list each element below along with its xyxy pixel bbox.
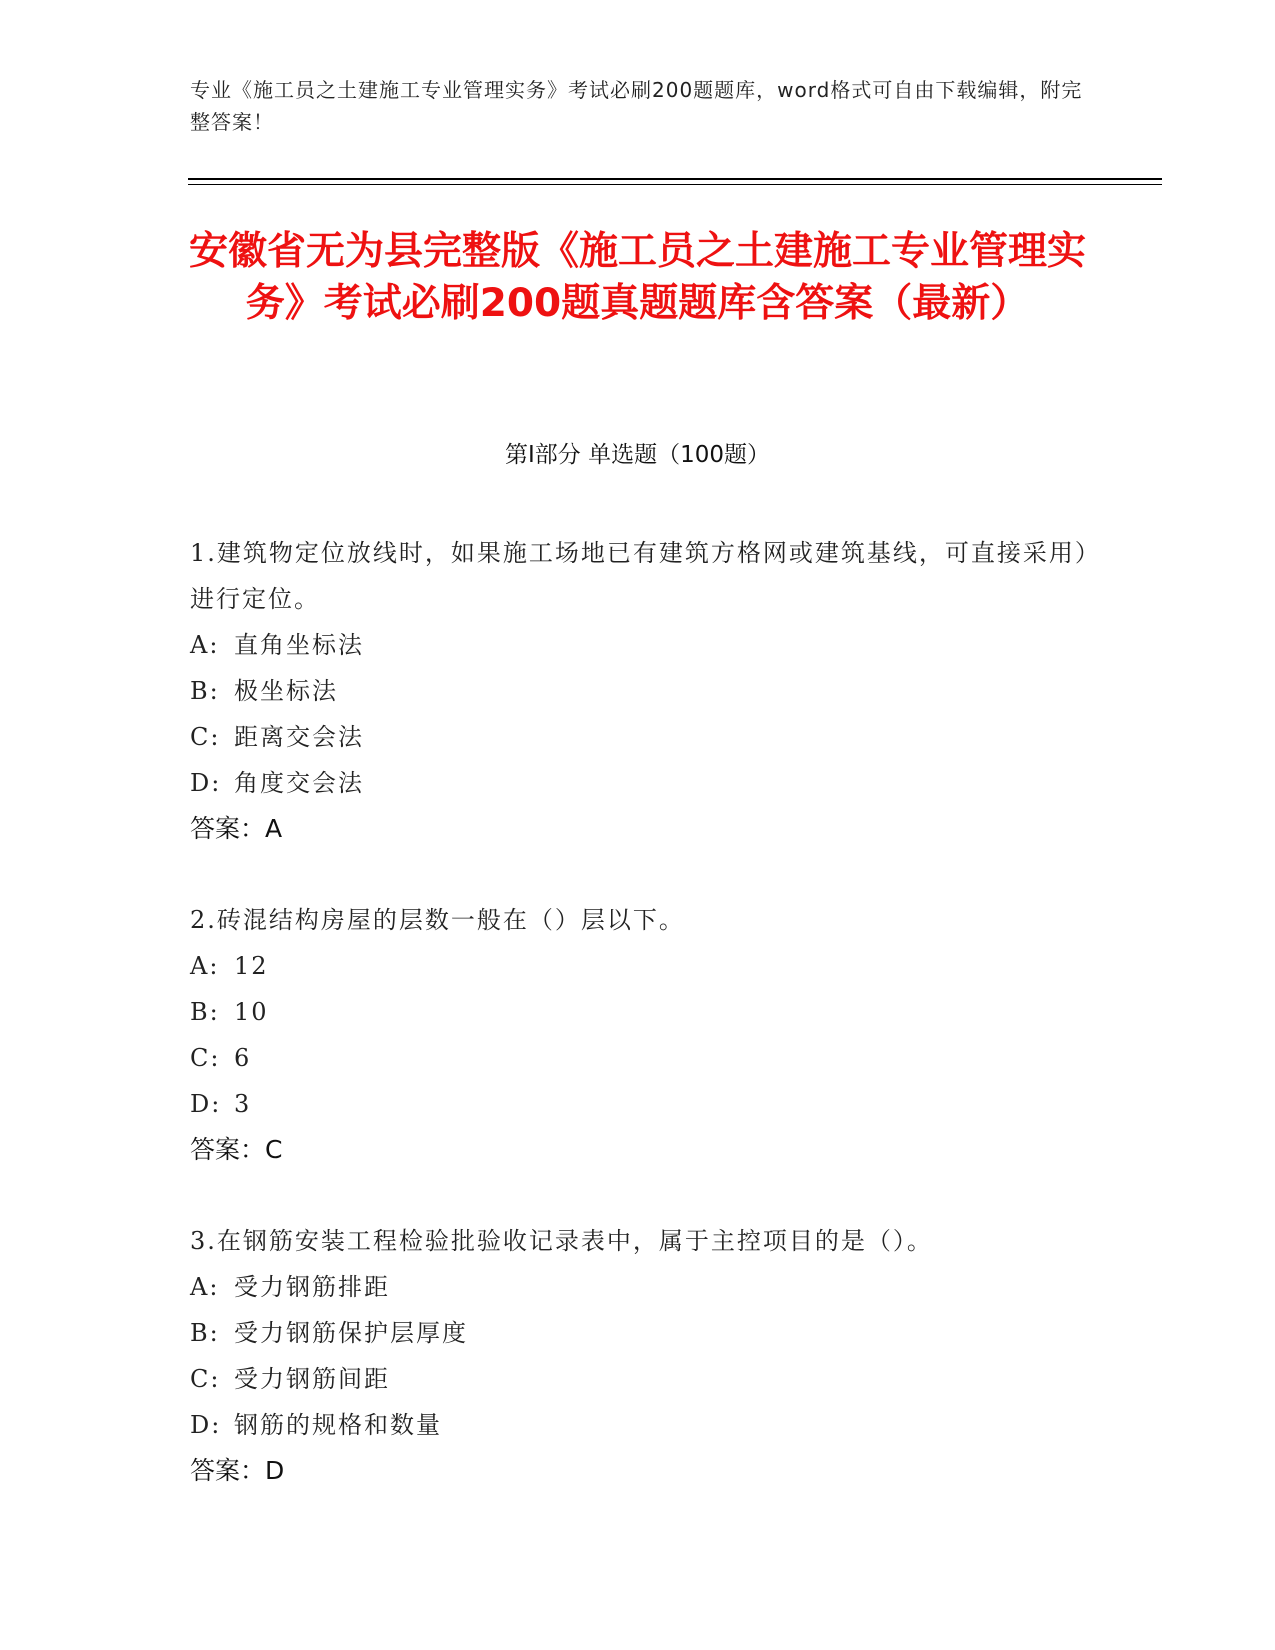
option-d (190, 760, 1090, 806)
document-title: 安徽省无为县完整版《施工员之土建施工专业管理实务》考试必刷200题真题题库含答案（最新） (188, 229, 1086, 326)
option-letter: B: (190, 1319, 220, 1347)
option-a (190, 622, 1090, 668)
question-text: 3.在钢筋安装工程检验批验收记录表中，属于主控项目的是（）。 (190, 1227, 933, 1255)
option-text: 极坐标法 (234, 677, 338, 705)
option-letter: C: (190, 723, 221, 751)
option-letter: D: (190, 769, 222, 797)
option-text: 受力钢筋间距 (234, 1365, 390, 1393)
option-letter: D: (190, 1411, 222, 1439)
option-text: 受力钢筋排距 (234, 1273, 390, 1301)
answer-line: 答案：C (190, 1135, 283, 1164)
option-d (190, 1081, 1090, 1127)
option-text: 距离交会法 (234, 723, 364, 751)
option-c (190, 1356, 1090, 1402)
option-a (190, 943, 1090, 989)
option-letter: A: (190, 631, 220, 659)
option-d (190, 1402, 1090, 1448)
option-c (190, 1035, 1090, 1081)
option-letter: D: (190, 1090, 222, 1118)
answer-line: 答案：A (190, 814, 283, 843)
question-2 (190, 897, 1090, 1173)
option-text: 角度交会法 (234, 769, 364, 797)
option-text: 12 (234, 952, 269, 980)
option-letter: C: (190, 1365, 221, 1393)
option-b (190, 1310, 1090, 1356)
question-3 (190, 1218, 1090, 1494)
option-text: 直角坐标法 (234, 631, 364, 659)
option-text: 受力钢筋保护层厚度 (234, 1319, 468, 1347)
option-letter: B: (190, 677, 220, 705)
option-c (190, 714, 1090, 760)
option-letter: C: (190, 1044, 221, 1072)
option-text: 钢筋的规格和数量 (234, 1411, 442, 1439)
question-text: 1.建筑物定位放线时，如果施工场地已有建筑方格网或建筑基线，可直接采用）进行定位。 (190, 539, 1089, 613)
header-divider-thin (188, 184, 1162, 185)
option-a (190, 1264, 1090, 1310)
header-note: 专业《施工员之土建施工专业管理实务》考试必刷200题题库，word格式可自由下载编辑，附完整答案！ (190, 78, 1083, 134)
option-letter: A: (190, 1273, 220, 1301)
section-title: 第Ⅰ部分 单选题（100题） (505, 442, 770, 468)
question-1 (190, 530, 1090, 852)
option-letter: A: (190, 952, 220, 980)
option-letter: B: (190, 998, 220, 1026)
option-text: 6 (234, 1044, 252, 1072)
answer-line: 答案：D (190, 1456, 285, 1485)
question-text: 2.砖混结构房屋的层数一般在（）层以下。 (190, 906, 685, 934)
option-b (190, 668, 1090, 714)
option-b (190, 989, 1090, 1035)
option-text: 3 (234, 1090, 252, 1118)
header-divider-thick (188, 178, 1162, 180)
question-list (190, 530, 1090, 1539)
option-text: 10 (234, 998, 269, 1026)
